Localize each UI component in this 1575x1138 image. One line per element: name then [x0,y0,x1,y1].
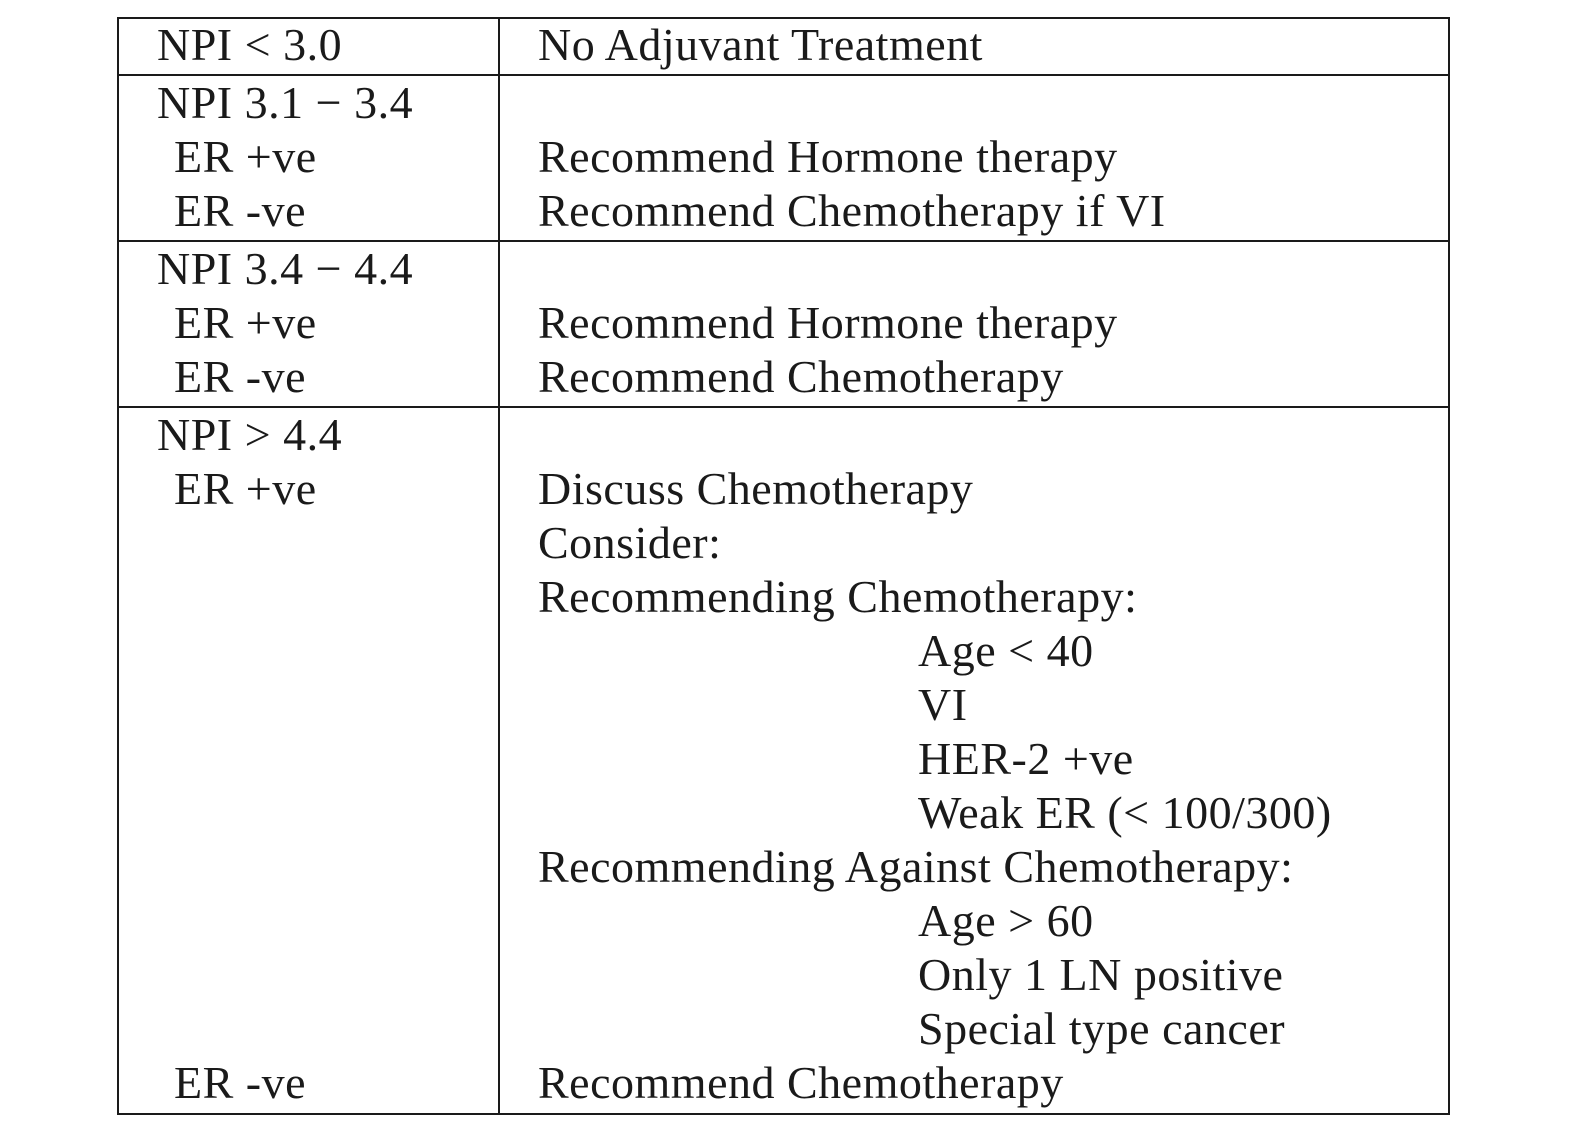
criterion-item: VI [918,679,968,730]
criteria-heading: Recommending Chemotherapy: [538,571,1138,622]
criterion-item: HER-2 +ve [918,733,1134,784]
section-header-npi-lt-3: NPI < 3.0 [157,19,343,70]
criterion-item: Weak ER (< 100/300) [918,787,1332,838]
treatment-text: Recommend Chemotherapy [538,1057,1064,1108]
section-header-npi-3-4-4-4: NPI 3.4 − 4.4 [157,243,414,294]
er-status-label: ER +ve [174,131,317,182]
treatment-text: No Adjuvant Treatment [538,19,983,70]
treatment-text: Discuss Chemotherapy [538,463,974,514]
treatment-table [117,17,1450,1115]
treatment-text: Recommend Hormone therapy [538,297,1118,348]
criterion-item: Only 1 LN positive [918,949,1284,1000]
criteria-heading: Recommending Against Chemotherapy: [538,841,1294,892]
treatment-text: Consider: [538,517,722,568]
treatment-text: Recommend Hormone therapy [538,131,1118,182]
section-header-npi-3-1-3-4: NPI 3.1 − 3.4 [157,77,414,128]
column-divider [498,19,500,1113]
criterion-item: Age < 40 [918,625,1094,676]
treatment-text: Recommend Chemotherapy [538,351,1064,402]
er-status-label: ER -ve [174,185,307,236]
er-status-label: ER +ve [174,463,317,514]
treatment-text: Recommend Chemotherapy if VI [538,185,1166,236]
section-header-npi-gt-4-4: NPI > 4.4 [157,409,343,460]
er-status-label: ER -ve [174,1057,307,1108]
er-status-label: ER +ve [174,297,317,348]
criterion-item: Age > 60 [918,895,1094,946]
er-status-label: ER -ve [174,351,307,402]
criterion-item: Special type cancer [918,1003,1286,1054]
